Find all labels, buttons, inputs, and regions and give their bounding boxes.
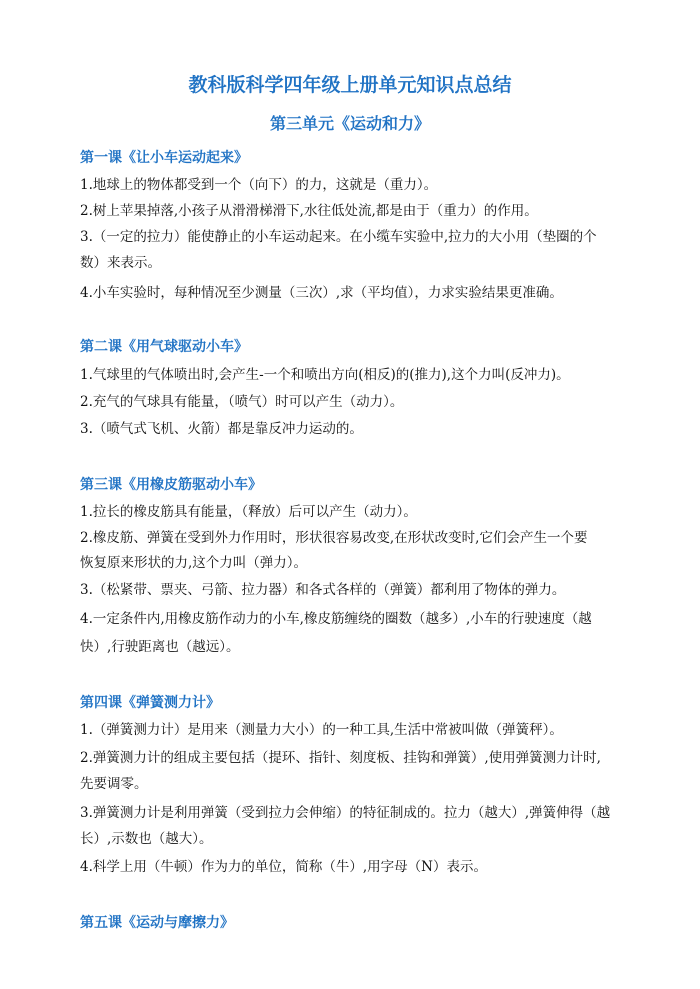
lesson-1-line-3: 3.（一定的拉力）能使静止的小车运动起来。在小缆车实验中,拉力的大小用（垫圈的个 bbox=[80, 229, 597, 245]
lesson-5-title: 第五课《运动与摩擦力》 bbox=[80, 915, 234, 931]
document-title: 教科版科学四年级上册单元知识点总结 bbox=[188, 74, 512, 96]
lesson-3-line-5: 4.一定条件内,用橡皮筋作动力的小车,橡皮筋缠绕的圈数（越多）,小车的行驶速度（越 bbox=[80, 611, 592, 627]
lesson-3-line-6: 快）,行驶距离也（越远）。 bbox=[80, 639, 240, 655]
lesson-4-line-6: 4.科学上用（牛顿）作为力的单位，简称（牛）,用字母（N）表示。 bbox=[80, 859, 487, 875]
lesson-4-title: 第四课《弹簧测力计》 bbox=[80, 695, 220, 711]
lesson-1-line-1: 1.地球上的物体都受到一个（向下）的力，这就是（重力）。 bbox=[80, 177, 438, 193]
lesson-2-title: 第二课《用气球驱动小车》 bbox=[80, 339, 248, 355]
lesson-2-line-3: 3.（喷气式飞机、火箭）都是靠反冲力运动的。 bbox=[80, 421, 363, 437]
lesson-1-line-2: 2.树上苹果掉落,小孩子从滑滑梯滑下,水往低处流,都是由于（重力）的作用。 bbox=[80, 203, 538, 219]
lesson-1-line-5: 4.小车实验时，每种情况至少测量（三次）,求（平均值），力求实验结果更准确。 bbox=[80, 285, 563, 301]
lesson-2-line-2: 2.充气的气球具有能量，（喷气）时可以产生（动力）。 bbox=[80, 394, 404, 410]
lesson-4-line-4: 3.弹簧测力计是利用弹簧（受到拉力会伸缩）的特征制成的。拉力（越大）,弹簧伸得（越 bbox=[80, 805, 611, 821]
lesson-2-line-1: 1.气球里的气体喷出时,会产生-一个和喷出方向(相反)的(推力),这个力叫(反冲力)。 bbox=[80, 367, 570, 383]
lesson-3-line-1: 1.拉长的橡皮筋具有能量，（释放）后可以产生（动力）。 bbox=[80, 504, 417, 520]
lesson-3-line-3: 恢复原来形状的力,这个力叫（弹力）。 bbox=[80, 555, 308, 571]
lesson-3-line-2: 2.橡皮筋、弹簧在受到外力作用时，形状很容易改变,在形状改变时,它们会产生一个要 bbox=[80, 530, 588, 546]
lesson-4-line-3: 先要调零。 bbox=[80, 776, 148, 792]
lesson-1-title: 第一课《让小车运动起来》 bbox=[80, 150, 248, 166]
unit-title: 第三单元《运动和力》 bbox=[269, 114, 430, 133]
lesson-4-line-5: 长）,示数也（越大）。 bbox=[80, 831, 213, 847]
lesson-3-line-4: 3.（松紧带、票夹、弓箭、拉力器）和各式各样的（弹簧）都利用了物体的弹力。 bbox=[80, 582, 566, 598]
lesson-1-line-4: 数）来表示。 bbox=[80, 255, 161, 271]
lesson-3-title: 第三课《用橡皮筋驱动小车》 bbox=[80, 477, 262, 493]
lesson-4-line-2: 2.弹簧测力计的组成主要包括（提环、指针、刻度板、挂钩和弹簧）,使用弹簧测力计时, bbox=[80, 750, 601, 766]
lesson-4-line-1: 1.（弹簧测力计）是用来（测量力大小）的一种工具,生活中常被叫做（弹簧秤）。 bbox=[80, 722, 563, 738]
